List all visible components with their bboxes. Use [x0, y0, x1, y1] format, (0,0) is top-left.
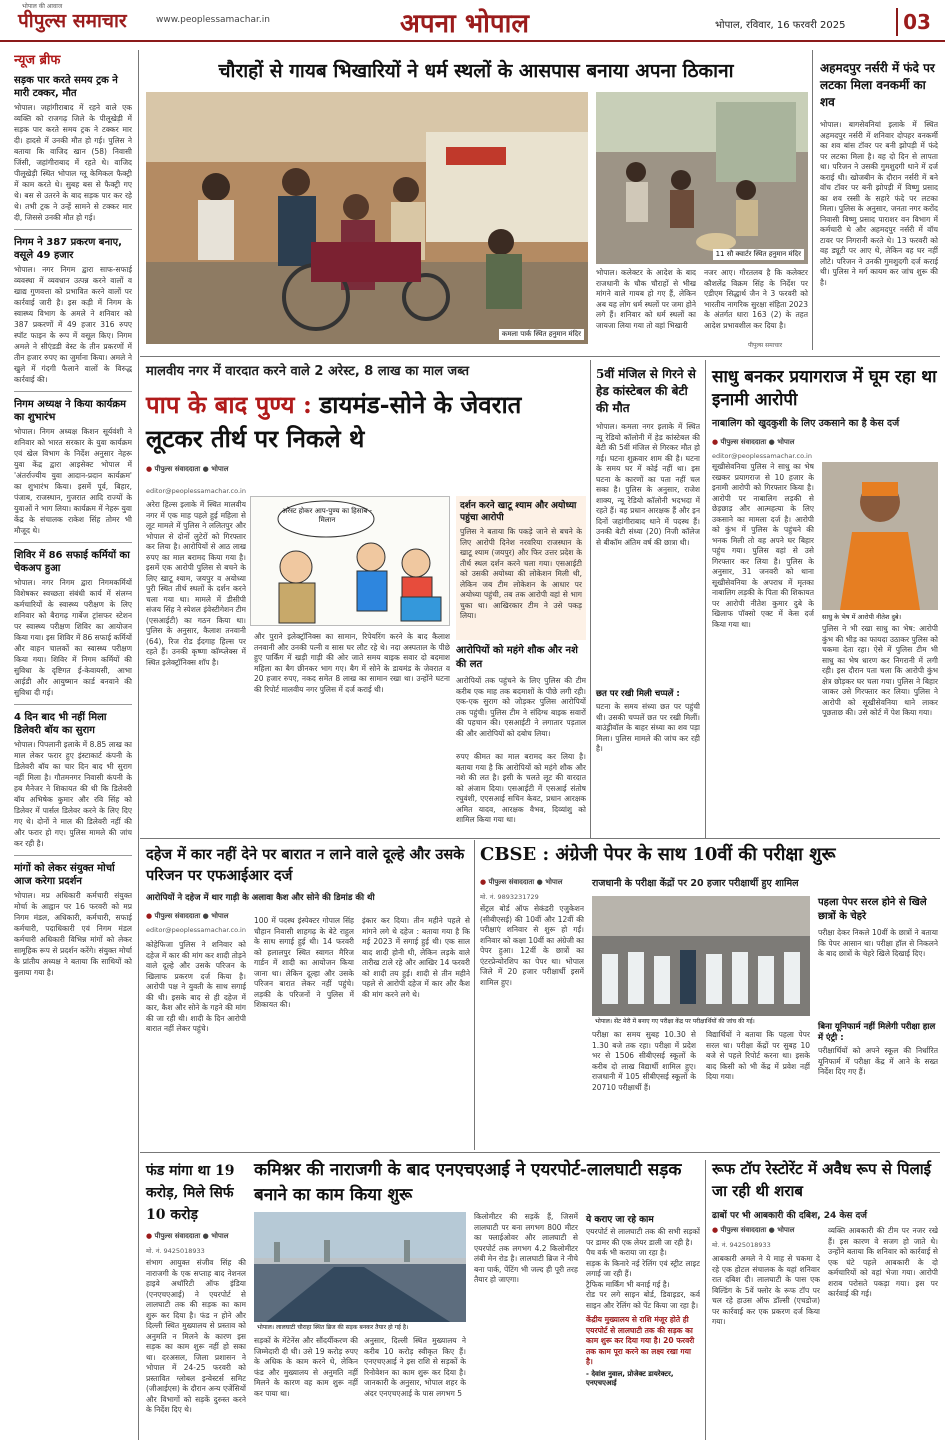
story-body: अरेरा हिल्स इलाके में स्थित मालवीय नगर में एक माह पहले हुई महिला से लूट मामले में पुलिस ने ललितपुर और भोपाल से दोनों लुटेरों को गिरफ्तार कर लिया है। आरोपियों से आठ लाख रुपए का माल बरामद किया गया है। इसमें एक आरोपी पुलिस से बचने के लिए खाटू श्याम, जयपुर व अयोध्या पुरी स्थित तीर्थ स्थलों के दर्शन करने चला गया था। मामले में डीसीपी संजय सिंह ने स्पेशल इंवेस्टीगेशन टीम (एसआईटी) का गठन किया था। पुलिस के अनुसार, कैलाश तनवानी (64), रिज रोड ईदगाह हिल्स पर रहते हैं। उनकी कृष्णा कॉम्प्लेक्स में स्थित इलेक्ट्रॉनिक्स शॉप है। [146, 500, 246, 667]
reporter-email[interactable]: मो. नं. 9425018933 [712, 1241, 771, 1249]
column-rule [590, 360, 591, 838]
photo-credit: पीपुल्स समाचार [748, 342, 783, 349]
story-body: संभाग आयुक्त संजीव सिंह की नाराजगी के एक सप्ताह बाद नेशनल हाइवे अथॉरिटी ऑफ इंडिया (एनएचएआई) ने एयरपोर्ट से लालघाटी तक की सड़क का काम शुरू कर दिया है। फंड न होने और दिल्ली स्थित मुख्यालय से प्रस्ताव को अनुमति न मिलने के कारण इस सड़क का काम शुरू नहीं हो सका था। दरअसल, जिला प्रशासन ने भोपाल में 24-25 फरवरी को प्रस्तावित ग्लोबल इन्वेस्टर्स समिट (जीआईएस) के दौरान अन्य एजेंसियों और विभागों को सड़कें दुरुस्त करने के निर्देश दिए थे। [146, 1258, 246, 1414]
work-item: ट्रैफिक मार्किंग भी बनाई गई है। [586, 1279, 670, 1289]
story-body: इंकार कर दिया। तीन महीने पहले से मांगने लगे थे दहेज : बताया गया है कि मई 2023 में सगाई हुई थी। एक साल बाद शादी होनी थी, लेकिन लड़के वाले तारीख टाले रहे और आखिर 14 फरवरी को शादी तय हुई। शादी से तीन महीने पहले से आरोपी दहेज में कार और कैश की मांग करने लगे थे। [362, 916, 470, 999]
story-headline[interactable]: अहमदपुर नर्सरी में फंदे पर लटका मिला वनकर्मी का शव [820, 61, 935, 109]
photo-caption: भोपाल। लालघाटी चौराहा स्थित ब्रिज की सड़क बनकर तैयार हो गई है। [254, 1322, 466, 1332]
story-body: भोपाल। कमला नगर इलाके में स्थित न्यू रेडियो कॉलोनी में हेड कांस्टेबल की बेटी की 5वीं मंजिल से गिरकर मौत हो गई। घटना शुक्रवार शाम की है। घटना के समय घर में कोई नहीं था। इस घटना के कारणों का पता नहीं चल सका है। पुलिस के अनुसार, राजेश शाक्य, न्यू रेडियो कॉलोनी भदभदा में रहते हैं। वह प्रधान आरक्षक हैं और इन दिनों जहांगीराबाद थाने में पदस्थ हैं। उनकी बेटी संध्या (20) निजी कॉलेज से बीकॉम अंतिम वर्ष की छात्रा थी। [596, 422, 700, 547]
story-headline[interactable]: 5वीं मंजिल से गिरने से हेड कांस्टेबल की बेटी की मौत [596, 367, 696, 415]
story-body: भोपाल। कलेक्टर के आदेश के बाद राजधानी के चौक चौराहों से भीख मांगने वाले गायब हो गए हैं, लेकिन अब यह लोग धर्म स्थलों पर जमा होने लगे हैं। शनिवार को धर्म स्थलों का जायजा लिया गया तो वहां भिखारी [596, 268, 696, 330]
temple-photo-illustration [146, 92, 588, 344]
newspaper-logo: पीपुल्स समाचार [18, 10, 127, 32]
brief-divider [14, 229, 132, 230]
brief-item [14, 862, 132, 978]
brief-headline[interactable]: शिविर में 86 सफाई कर्मियों का चेकअप हुआ [14, 550, 130, 574]
brief-headline[interactable]: 4 दिन बाद भी नहीं मिला डिलेवरी बॉय का सुराग [14, 712, 107, 736]
work-item: एयरपोर्ट से लालघाटी तक की सभी सड़कों पर डामर की एक लेयर डाली जा रही है। [586, 1227, 700, 1247]
story-headline[interactable]: फंड मांगा था 19 करोड़, मिले सिर्फ 10 करोड़ [146, 1163, 235, 1223]
brief-body: भोपाल। पिपलानी इलाके में 8.85 लाख का माल लेकर फरार हुए इंस्टाकार्ट कंपनी के डिलेवरी बॉय का चार दिन बाद भी सुराग नहीं मिला है। गौतमनगर निवासी कंपनी के हब मैनेजर ने शिकायत की थी कि डिलेवरी बॉय अभिषेक कुमार और रवि सिंह को डिलेवर में पार्सल डिलेवर करने के लिए दिए गए थे। दोनों ने माल की डिलेवरी नहीं की और फरार हो गए। पुलिस मामले की जांच कर रही है। [14, 740, 132, 848]
sidebar-body: परीक्षा देकर निकले 10वीं के छात्रों ने बताया कि पेपर आसान था। परीक्षा हॉल से निकलने के बाद छात्रों के चेहरे खिले दिखाई दिए। [818, 928, 938, 958]
byline: ● पीपुल्स संवाददाता ● भोपाल [712, 438, 794, 447]
section-divider [140, 1152, 940, 1153]
section-divider [140, 838, 940, 839]
sidebar-headline[interactable]: बिना यूनिफार्म नहीं मिलेगी परीक्षा हाल में एंट्री : [818, 1022, 936, 1043]
story-body: पुलिस ने भी रखा साधु का भेष: आरोपी कुंभ की भीड़ का फायदा उठाकर पुलिस को चकमा देता रहा। ऐसे में पुलिस टीम भी साधु का भेष धारण कर निगरानी में लगी रही। इस दौरान पता चला कि आरोपी कुंभ क्षेत्र छोड़कर घर चला गया। पुलिस ने बिहार जाकर उसे गिरफ्तार कर लिया। पुलिस ने आरोपी को सूखीसेवनिया थाने लाकर पूछताछ की। उसे कोर्ट में पेश किया गया। [822, 624, 938, 717]
sidebar-body: परीक्षार्थियों को अपने स्कूल की निर्धारित यूनिफार्म में परीक्षा केंद्र में आने के सख्त निर्देश दिए गए हैं। [818, 1046, 938, 1076]
reporter-email[interactable]: editor@peoplessamachar.co.in [146, 926, 246, 934]
brief-body: भोपाल। मप्र अधिकारी कर्मचारी संयुक्त मोर्चा के आह्वान पर 16 फरवरी को मप्र निगम मंडल, अधिकारी, कर्मचारी, सफाई कर्मचारी, पदाधिकारी एवं निगम मंडल कर्मचारी अधिकारी विभिन्न मांगों को लेकर सामूहिक रूप से प्रदर्शन करेंगे। संयुक्त मोर्चा के प्रांतीय अध्यक्ष ने बताया कि साथियों को बुलाया गया है। [14, 891, 132, 977]
brief-headline[interactable]: मांगों को लेकर संयुक्त मोर्चा आज करेगा प्रदर्शन [14, 863, 115, 887]
work-list-box [586, 1212, 700, 1436]
official-quote: केंद्रीय मुख्यालय से राशि मंजूर होते ही एयरपोर्ट से लालघाटी तक की सड़क का काम शुरू कर दिया गया है। 20 फरवरी तक काम पूरा करने का लक्ष्य रखा गया है। [586, 1315, 695, 1366]
quote-author: - देवांश नुवाल, प्रोजेक्ट डायरेक्टर, एनएचएआई [586, 1369, 674, 1387]
sidebar-box [456, 496, 586, 640]
reporter-email[interactable]: मो. नं. 9425018933 [146, 1247, 205, 1255]
brief-item [14, 549, 132, 698]
temple-photo [146, 92, 588, 344]
brief-divider [14, 855, 132, 856]
brief-headline[interactable]: निगम ने 387 प्रकरण बनाए, वसूले 49 हजार [14, 237, 122, 261]
work-item: पैच वर्क भी कराया जा रहा है। [586, 1248, 667, 1257]
story-body: भोपाल। बागसेवनियां इलाके में स्थित अहमदपुर नर्सरी में शनिवार दोपहर वनकर्मी का शव बांस टॉवर पर बनी झोपड़ी में फंदे पर लटका मिला है। वह दो दिन से लापता था। परिजन ने उसकी गुमशुदगी थाने में दर्ज कराई थी। खोजबीन के दौरान नर्सरी में बने वॉच टॉवर पर बनी झोपड़ी में विष्णु प्रसाद का शव रस्सी के सहारे फंदे पर लटका मिला। पुलिस के अनुसार, जनता नगर करोंद निवासी विष्णु प्रसाद पाराशर वन विभाग में कर्मचारी थे और अहमदपुर नर्सरी में वॉच टावर पर निगरानी करते थे। 13 फरवरी को वह ड्यूटी पर आए थे, लेकिन वह घर नहीं लौटे। परिजन ने उनकी गुमशुदगी दर्ज कराई थी। पुलिस ने मर्ग कायम कर जांच शुरू की है। [820, 120, 938, 287]
reporter-email[interactable]: editor@peoplessamachar.co.in [712, 452, 812, 460]
brief-body: भोपाल। जहांगीराबाद में रहने वाले एक व्यक्ति को राजगढ़ जिले के पीलूखेड़ी में सड़क पार करते समय ट्रक ने टक्कर मार दी। हादसे में उनकी मौत हो गई। पुलिस ने बताया कि वाजिद खान (58) निवासी जिंसी, जहांगीराबाद में रहते थे। वाजिद पीलूखेड़ी स्थित भोपाल ग्लू केमिकल फैक्ट्री में काम करते थे। सुबह बस से फैक्ट्री गए थे। बस से उतरने के बाद सड़क पार कर रहे थे। तभी ट्रक ने उन्हें सामने से टक्कर मार दी, जिससे उनकी मौत हो गई। [14, 103, 132, 222]
sidebar-headline[interactable]: पहला पेपर सरल होने से खिले छात्रों के चेहरे [818, 897, 927, 922]
brief-item [14, 398, 132, 536]
cartoon-bubble-text: अरेस्ट होकर आप-पुण्य का हिसाब - मिलान [281, 507, 373, 524]
story-body: 100 में पदस्थ इंस्पेक्टर गोपाल सिंह चौहान निवासी शाहगढ़ के बेटे राहुल के साथ सगाई हुई थी। 14 फरवरी को हलालपुर स्थित स्वागत मैरिज गार्डन में शादी का आयोजन किया जाना था। लेकिन दूल्हा और उसके परिजन बारात लेकर नहीं पहुंचे। लड़की के परिजनों ने पुलिस में शिकायत की। [254, 916, 354, 1009]
story-headline[interactable]: साधु बनकर प्रयागराज में घूम रहा था इनामी आरोपी [712, 367, 937, 410]
story-body: और पुराने इलेक्ट्रॉनिक्स का सामान, रिपेयरिंग करने के बाद कैलाश तनवानी और उनकी पत्नी व सास घर लौट रहे थे। नदा अस्पताल के पीछे हुए पार्किंग में खड़ी गाड़ी की ओर जाते समय बाइक सवार दो बदमाश महिला का बैग छीनकर भाग गए। बैग में सोने के डायमंड के जेवरात व 20 हजार रुपए, नकद समेत 8 लाख का सामान रखा था। उन्होंने घटना की रिपोर्ट मालवीय नगर पुलिस में दर्ज कराई थी। [254, 632, 450, 694]
story-body: व्यक्ति आबकारी की टीम पर नजर रखे हैं। इस कारण वे सजग हो जाते थे। उन्होंने बताया कि शनिवार को कार्रवाई से एक घंटे पहले आबकारी के दो कर्मचारियों को वहां भेजा गया। आरोपी शराब परोसते पकड़ा गया। इस पर कार्रवाई की गई। [828, 1226, 938, 1298]
byline: ● पीपुल्स संवाददाता ● भोपाल [146, 465, 228, 474]
section-divider [140, 356, 940, 357]
story-kicker: मालवीय नगर में वारदात करने वाले 2 अरेस्ट, 8 लाख का माल जब्त [146, 364, 470, 379]
photo-caption: 11 सौ क्वार्टर स्थित हनुमान मंदिर [713, 249, 804, 260]
page-number: 03 [896, 8, 936, 36]
sub-headline[interactable]: आरोपियों को महंगे शौक और नशे की लत [456, 645, 578, 670]
sidebar-headline[interactable]: दर्शन करने खाटू श्याम और अयोध्या पहुंचा आरोपी [460, 501, 577, 523]
byline: ● पीपुल्स संवाददाता ● भोपाल [146, 912, 228, 921]
work-list-heading: ये कराए जा रहे काम [586, 1215, 654, 1225]
road-photo [254, 1212, 466, 1332]
masthead [0, 0, 945, 42]
brief-headline[interactable]: सड़क पार करते समय ट्रक ने मारी टक्कर, मौत [14, 75, 118, 99]
story-body: रुपए कीमत का माल बरामद कर लिया है। बताया गया है कि आरोपियों को महंगे शौक और नशे की लत है। इसी के चलते लूट की वारदात को अंजाम दिया। एसआईटी में एसआई संतोष रघुवंशी, एएसआई सचिन केवट, प्रधान आरक्षक अमित यादव, आरक्षक वैभव, दिव्यांशु को शामिल किया गया था। [456, 752, 586, 824]
temple-photo-2-illustration [596, 92, 808, 264]
brief-item [14, 711, 132, 849]
story-subhead: ढाबों पर भी आबकारी की दबिश, 24 केस दर्ज [712, 1211, 867, 1221]
accused-photo-illustration [822, 462, 938, 610]
story-headline[interactable] [146, 388, 586, 456]
story-body: सेंट्रल बोर्ड ऑफ सेकंडरी एजुकेशन (सीबीएसई) की 10वीं और 12वीं की परीक्षाएं शनिवार से शुरू हो गईं। शनिवार को कक्षा 10वीं का अंग्रेजी का पेपर हुआ। 12वीं के छात्रों का एंटरप्रेन्योरशिप का पेपर था। भोपाल जिले में 20 हजार परीक्षार्थी इसमें शामिल हुए। [480, 904, 584, 987]
story-subhead: आरोपियों ने दहेज में थार गाड़ी के अलावा कैश और सोने की डिमांड की थी [146, 893, 375, 903]
story-body: कोहेफिजा पुलिस ने शनिवार को दहेज में कार की मांग कर शादी तोड़ने वाले दूल्हे और उसके परिजन के खिलाफ प्रकरण दर्ज किया है। आरोपी पक्ष ने युवती के साथ सगाई की थी। इसके बाद से ही दहेज में कार, कैश और सोने के गहने की मांग की जा रही थी। शादी के दिन आरोपी बारात नहीं लेकर पहुंचे। [146, 940, 246, 1033]
column-rule [705, 360, 706, 838]
story-body: आरोपियों तक पहुंचने के लिए पुलिस की टीम करीब एक माह तक बदमाशों के पीछे लगी रही। एक-एक सुराग को जोड़कर पुलिस आरोपियों तक पहुंची। पुलिस टीम ने संदिग्ध बाइक सवारों की पहचान की। एसआईटी ने लगातार पड़ताल की और आरोपियों को दबोच लिया। [456, 676, 586, 738]
sidebar-body: पुलिस ने बताया कि पकड़े जाने से बचने के लिए आरोपी दिनेश नरवरिया राजस्थान के खाटू श्याम (जयपुर) और फिर उत्तर प्रदेश के तीर्थ स्थल दर्शन करने चला गया। एसआईटी को उसकी अयोध्या की लोकेशन मिली थी, लेकिन जब टीम लोकेशन के आधार पर अयोध्या पहुंची, तब तक आरोपी वहां से भाग चुका था। आखिरकार टीम ने उसे पकड़ लिया। [460, 527, 582, 620]
temple-photo-2 [596, 92, 808, 264]
brief-body: भोपाल। नगर निगम द्वारा निगमकर्मियों विशेषकर स्वच्छता संबंधी कार्य में संलग्न कर्मचारियों के स्वास्थ्य परीक्षण के लिए शनिवार को बैरागढ़ गार्बेज ट्रांसफर स्टेशन पर स्वास्थ्य परीक्षण शिविर का आयोजन किया गया। इस शिविर में 86 सफाई कर्मियों और वाहन चालकों का स्वास्थ्य परीक्षण किया गया। शिविर में निगम कर्मियों की सुविधा के दृष्टिगत ई-केवायसी, आभा आईडी और आयुष्मान कार्ड बनवाने की सुविधा दी गई। [14, 578, 132, 697]
reporter-email[interactable]: editor@peoplessamachar.co.in [146, 487, 246, 495]
work-item: सड़क के किनारे नई रेलिंग एवं स्ट्रीट लाइट लगाई जा रही हैं। [586, 1258, 700, 1278]
photo-caption: साधु के भेष में आरोपी नीतेश दुबे। [822, 613, 902, 621]
story-headline[interactable]: CBSE : अंग्रेजी पेपर के साथ 10वीं की परीक्षा शुरू [480, 844, 836, 865]
brand-tagline: भोपाल की आवाज [22, 3, 63, 10]
accused-photo [822, 462, 938, 610]
story-headline[interactable]: रूफ टॉप रेस्टोरेंट में अवैध रूप से पिलाई जा रही थी शराब [712, 1160, 931, 1200]
column-rule [474, 840, 475, 1150]
story-body: विद्यार्थियों ने बताया कि पहला पेपर सरल था। परीक्षा केंद्रों पर सुबह 10 बजे से पहले रिपोर्ट करना था। इसके बाद किसी को भी केंद्र में प्रवेश नहीं दिया गया। [706, 1030, 810, 1081]
brief-body: भोपाल। निगम अध्यक्ष किशन सूर्यवंशी ने शनिवार को भारत सरकार के युवा कार्यक्रम एवं खेल विभाग के निर्देश अनुसार नेहरू युवा केंद्र द्वारा आइसेक्ट भोपाल में 'अंतर्राज्यीय युवा आदान-प्रदान कार्यक्रम' का शुभारंभ किया। इसमें पूर्व, बिहार, पंजाब, राजस्थान, गुजरात आदि राज्यों के युवाओं ने भाग लिया। कार्यक्रम में नेहरू युवा केंद्र के संचालक राकेश सिंह तोमर भी मौजूद थे। [14, 427, 132, 535]
brief-divider [14, 704, 132, 705]
story-subhead: राजधानी के परीक्षा केंद्रों पर 20 हजार परीक्षार्थी हुए शामिल [592, 878, 799, 889]
story-body: सूखीसेवनिया पुलिस ने साधु का भेष रखकर प्रयागराज से 10 हजार के इनामी आरोपी को गिरफ्तार किया है। आरोपी पर नाबालिग लड़की से छेड़छाड़ और आत्महत्या के लिए उकसाने का मामला दर्ज है। आरोपी को कुंभ में पुलिस के पहुंचने की भनक मिली तो वह अपने घर बिहार पहुंच गया। पुलिस वहां से उसे गिरफ्तार कर लिया है। पुलिस के अनुसार, 31 जनवरी को थाना सूखीसेवनिया के अपराध में मृतका नाबालिग लड़की के पिता की शिकायत पर आरोपी नीतेश कुमार दुबे के खिलाफ पॉक्सो एक्ट में केस दर्ज किया गया था। [712, 462, 814, 629]
story-body: आबकारी अमले ने ये माह से चकमा दे रहे एक होटल संचालक के यहां शनिवार रात दबिश दी। लालघाटी के पास एक बिल्डिंग के 5वें फ्लोर के रूफ टॉप पर चल रहे हाउस ऑफ डॉल्सी (एचडोज) पर कार्रवाई कर एक प्रकरण दर्ज किया गया। [712, 1254, 820, 1326]
sidebar-box [818, 896, 938, 1148]
story-body: अनुसार, दिल्ली स्थित मुख्यालय ने करीब 10 करोड़ स्वीकृत किए हैं। एनएचएआई ने इस राशि से सड़कों के रिनोवेशन का काम शुरू कर दिया है। जानकारी के अनुसार, भोपाल शहर के अंदर एनएचएआई के पास लगभग 5 [364, 1336, 466, 1398]
section-title: अपना भोपाल [400, 9, 529, 39]
story-headline[interactable]: कमिश्नर की नाराजगी के बाद एनएचएआई ने एयरपोर्ट-लालघाटी सड़क बनाने का काम किया शुरू [254, 1160, 682, 1205]
dateline: भोपाल, रविवार, 16 फरवरी 2025 [715, 20, 846, 31]
road-photo-illustration [254, 1212, 466, 1332]
column-rule [705, 1160, 706, 1440]
story-body: नजर आए। गौरतलब है कि कलेक्टर कौशलेंद्र विक्रम सिंह के निर्देश पर एडीएम सिद्धार्थ जैन ने 3 फरवरी को भारतीय नागरिक सुरक्षा संहिता 2023 के अंतर्गत धारा 163 (2) के तहत आदेश प्रभावशील कर दिया है। [704, 268, 808, 330]
column-rule [812, 50, 813, 350]
brief-divider [14, 391, 132, 392]
exam-photo-illustration [592, 896, 810, 1026]
byline: ● पीपुल्स संवाददाता ● भोपाल [480, 878, 562, 887]
news-brief-column [14, 50, 132, 1440]
website-url[interactable]: www.peoplessamachar.in [156, 15, 270, 25]
story-body: किलोमीटर की सड़कें हैं, जिसमें लालघाटी पर बना लगभग 800 मीटर का फ्लाईओवर और लालघाटी से एयरपोर्ट तक लगभग 4.2 किलोमीटर लंबी मेन रोड है। लालघाटी ब्रिज ने नीचे बना पार्क, पेंटिंग भी जल्द ही पूरी तरह तैयार हो जाएगा। [474, 1212, 578, 1284]
sub-headline: छत पर रखी मिली चप्पलें : [596, 689, 680, 699]
story-subhead: नाबालिग को खुदकुशी के लिए उकसाने का है केस दर्ज [712, 418, 900, 429]
brief-headline[interactable]: निगम अध्यक्ष ने किया कार्यक्रम का शुभारंभ [14, 399, 126, 423]
column-rule [138, 50, 139, 1440]
news-brief-tag: न्यूज ब्रीफ [14, 53, 61, 68]
exam-photo [592, 896, 810, 1026]
story-headline[interactable]: दहेज में कार नहीं देने पर बारात न लाने वाले दूल्हे और उसके परिजन पर एफआईआर दर्ज [146, 846, 465, 884]
brief-item [14, 74, 132, 223]
photo-caption: भोपाल। सेंट मेरी में बनाए गए परीक्षा केंद्र पर परीक्षार्थियों की जांच की गई। [592, 1016, 810, 1026]
byline: ● पीपुल्स संवाददाता ● भोपाल [712, 1226, 794, 1235]
byline: ● पीपुल्स संवाददाता ● भोपाल [146, 1232, 228, 1241]
brief-item [14, 236, 132, 385]
photo-caption: कमला पार्क स्थित हनुमान मंदिर [499, 329, 584, 340]
story-body: सड़कों के मेंटेनेंस और सौंदर्यीकरण की जिम्मेदारी दी थी। उसे 19 करोड़ रुपए के अधिक के काम करने थे, लेकिन फंड और मुख्यालय से अनुमति नहीं मिलने के कारण वह काम शुरू नहीं कर पाया था। [254, 1336, 358, 1398]
story-headline[interactable]: चौराहों से गायब भिखारियों ने धर्म स्थलों के आसपास बनाया अपना ठिकाना [218, 60, 734, 82]
story-body: घटना के समय संध्या छत पर पहुंची थी। उसकी चप्पलें छत पर रखी मिलीं। बाउंड्रीवॉल के बाहर संध्या का शव पड़ा मिला। पुलिस मामले की जांच कर रही है। [596, 702, 700, 753]
brief-body: भोपाल। नगर निगम द्वारा साफ-सफाई व्यवस्था में व्यवधान उत्पन्न करने वालों व खाद्य गुणवत्ता को प्रभावित करने वालों पर कार्रवाई जारी है। इस कड़ी में निगम के स्वास्थ्य विभाग के अमले ने शनिवार को 387 प्रकरणों में 49 हजार 316 रुपए स्पॉट फाइन के रूप में वसूल किए। निगम अमले ने सीएंडडी वेस्ट के तीन प्रकरणों में तीन हजार रुपए का जुर्माना किया। अमले ने खुले में गंदगी फैलाने वालों के विरुद्ध कार्रवाई की। [14, 265, 132, 384]
reporter-email[interactable]: मो. नं. 9893231729 [480, 893, 539, 901]
headline-black-part: डायमंड-सोने के जेवरात लूटकर तीर्थ पर निकले थे [146, 390, 522, 453]
police-cartoon [250, 496, 450, 626]
story-body: परीक्षा का समय सुबह 10.30 से 1.30 बजे तक रहा। परीक्षा में प्रदेश भर से 1506 सीबीएसई स्कूलों के करीब दो लाख विद्यार्थी शामिल हुए। राजधानी में 105 सीबीएसई स्कूलों के 20710 परीक्षार्थी हैं। [592, 1030, 696, 1092]
work-item: रोड पर लगे साइन बोर्ड, डिवाइडर, कर्व साइन और रेलिंग को पेंट किया जा रहा है। [586, 1290, 700, 1310]
brief-divider [14, 542, 132, 543]
headline-red-part: पाप के बाद पुण्य : [146, 390, 312, 419]
